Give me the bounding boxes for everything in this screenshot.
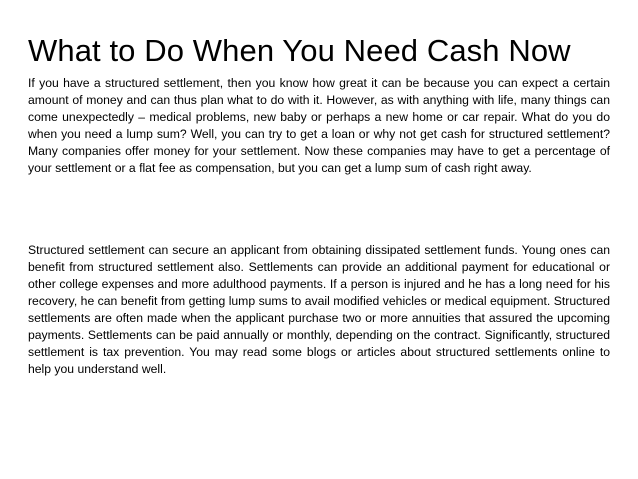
body-paragraph-1: If you have a structured settlement, then you know how great it can be because you can expect a certain amount of money and can thus plan what to do with it. However, as with anything with life, many things can come unexpectedly – medical problems, new baby or perhaps a new home or car repair. What do you do when you need a lump sum? Well, you can try to get a loan or why not get cash for structured settlement? Many companies offer money for your settlement. Now these companies may have to get a percentage of your settlement or a flat fee as compensation, but you can get a lump sum of cash right away. [28, 76, 610, 175]
slide-title: What to Do When You Need Cash Now [28, 33, 571, 68]
body-paragraph-2: Structured settlement can secure an applicant from obtaining dissipated settlement funds. Young ones can benefit from structured settlement also. Settlements can provide an additional payment for educational or other college expenses and more adulthood payments. If a person is injured and he has a long need for his recovery, he can benefit from getting lump sums to avail modified vehicles or medical equipment. Structured settlements are often made when the applicant purchase two or more annuities that assured the upcoming payments. Settlements can be paid annually or monthly, depending on the contract. Significantly, structured settlement is tax prevention. You may read some blogs or articles about structured settlements online to help you understand well. [28, 243, 610, 376]
